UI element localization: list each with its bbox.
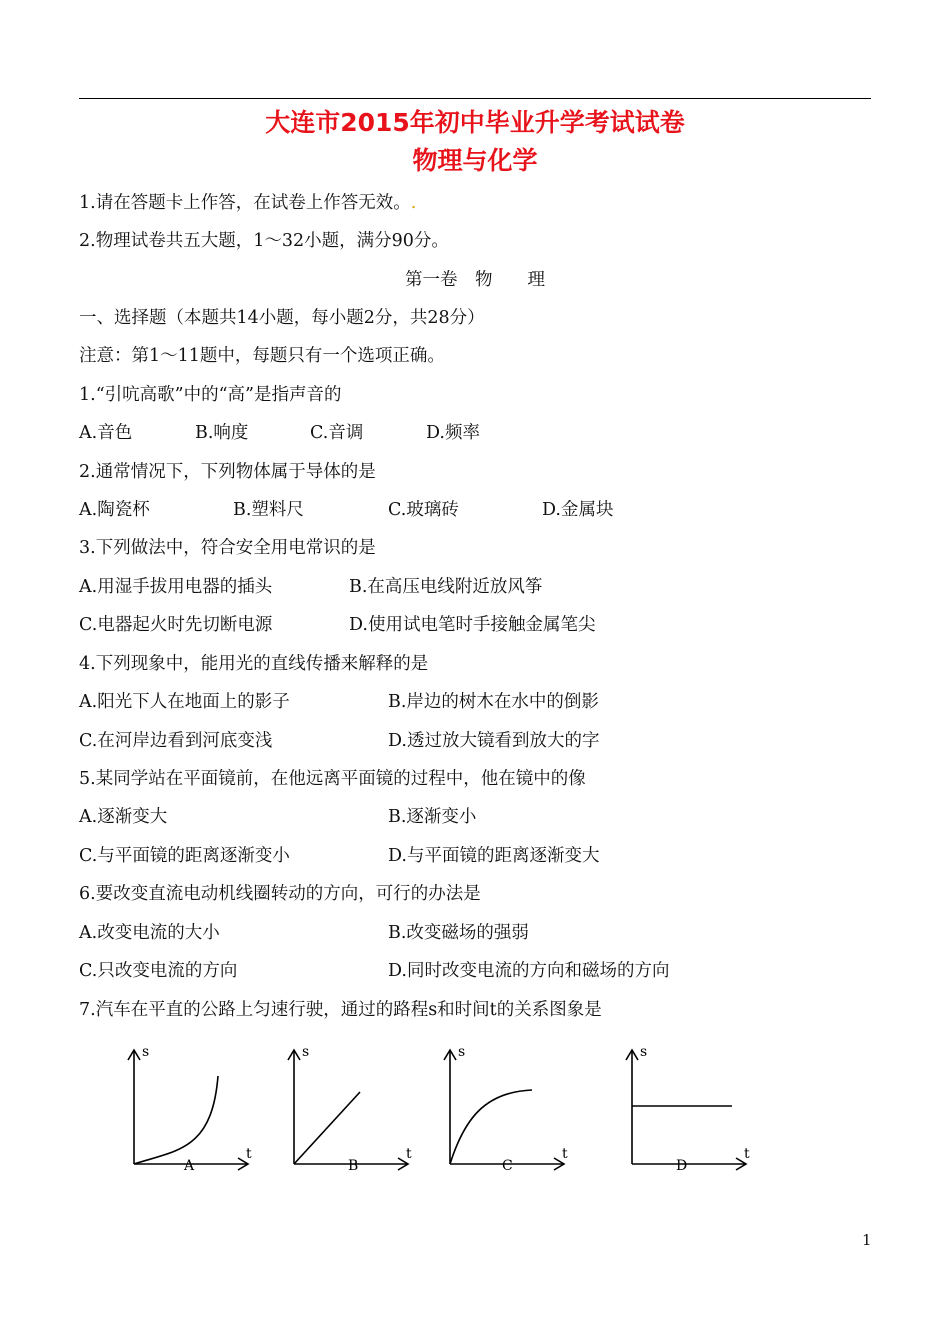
graph-d-x-label: t bbox=[744, 1146, 750, 1162]
q4-option-d: D.透过放大镜看到放大的字 bbox=[388, 731, 600, 751]
q1-option-b: B.响度 bbox=[195, 423, 249, 443]
graph-c-y-label: s bbox=[458, 1044, 466, 1060]
section-title: 一、选择题（本题共14小题，每小题2分，共28分） bbox=[79, 308, 485, 328]
graph-b bbox=[278, 1040, 418, 1180]
instruction-dot: . bbox=[410, 193, 417, 213]
question-5-stem: 5.某同学站在平面镜前，在他远离平面镜的过程中，他在镜中的像 bbox=[79, 769, 586, 789]
graph-a bbox=[118, 1040, 258, 1180]
q6-option-c: C.只改变电流的方向 bbox=[79, 961, 238, 981]
graph-b-y-label: s bbox=[302, 1044, 310, 1060]
graph-a-label: A bbox=[184, 1158, 195, 1174]
q3-option-d: D.使用试电笔时手接触金属笔尖 bbox=[349, 615, 596, 635]
q4-option-a: A.阳光下人在地面上的影子 bbox=[79, 692, 290, 712]
top-rule bbox=[79, 98, 871, 99]
question-7-stem: 7.汽车在平直的公路上匀速行驶，通过的路程s和时间t的关系图象是 bbox=[79, 1000, 602, 1020]
graph-a-y-label: s bbox=[142, 1044, 150, 1060]
graph-d-y-label: s bbox=[640, 1044, 648, 1060]
q5-option-b: B.逐渐变小 bbox=[388, 807, 477, 827]
graph-b-label: B bbox=[348, 1158, 359, 1174]
exam-subtitle: 物理与化学 bbox=[412, 146, 538, 175]
q6-option-d: D.同时改变电流的方向和磁场的方向 bbox=[388, 961, 670, 981]
q6-option-b: B.改变磁场的强弱 bbox=[388, 923, 529, 943]
question-4-stem: 4.下列现象中，能用光的直线传播来解释的是 bbox=[79, 654, 429, 674]
graph-c-label: C bbox=[502, 1158, 513, 1174]
question-6-stem: 6.要改变直流电动机线圈转动的方向，可行的办法是 bbox=[79, 884, 481, 904]
q3-option-a: A.用湿手拔用电器的插头 bbox=[79, 577, 273, 597]
section-note: 注意：第1～11题中，每题只有一个选项正确。 bbox=[79, 346, 445, 366]
q4-option-c: C.在河岸边看到河底变浅 bbox=[79, 731, 273, 751]
q5-option-c: C.与平面镜的距离逐渐变小 bbox=[79, 846, 290, 866]
q4-option-b: B.岸边的树木在水中的倒影 bbox=[388, 692, 599, 712]
graph-b-curve bbox=[294, 1092, 360, 1164]
q2-option-c: C.玻璃砖 bbox=[388, 500, 459, 520]
graph-c-curve bbox=[450, 1090, 532, 1164]
q1-option-a: A.音色 bbox=[79, 423, 133, 443]
instruction-2: 2.物理试卷共五大题，1～32小题，满分90分。 bbox=[79, 231, 449, 251]
question-2-stem: 2.通常情况下，下列物体属于导体的是 bbox=[79, 462, 376, 482]
q3-option-b: B.在高压电线附近放风筝 bbox=[349, 577, 543, 597]
instruction-1: 1.请在答题卡上作答，在试卷上作答无效。. bbox=[79, 193, 417, 213]
question-3-stem: 3.下列做法中，符合安全用电常识的是 bbox=[79, 538, 376, 558]
q1-option-c: C.音调 bbox=[310, 423, 364, 443]
graph-a-curve bbox=[134, 1076, 218, 1164]
q3-option-c: C.电器起火时先切断电源 bbox=[79, 615, 273, 635]
q5-option-d: D.与平面镜的距离逐渐变大 bbox=[388, 846, 600, 866]
q2-option-d: D.金属块 bbox=[542, 500, 614, 520]
q2-option-b: B.塑料尺 bbox=[233, 500, 304, 520]
page-number: 1 bbox=[862, 1231, 872, 1249]
q6-option-a: A.改变电流的大小 bbox=[79, 923, 220, 943]
graph-b-x-label: t bbox=[406, 1146, 412, 1162]
graph-a-x-label: t bbox=[246, 1146, 252, 1162]
q2-option-a: A.陶瓷杯 bbox=[79, 500, 150, 520]
graph-c-x-label: t bbox=[562, 1146, 568, 1162]
exam-title: 大连市2015年初中毕业升学考试试卷 bbox=[265, 108, 685, 137]
graph-c bbox=[434, 1040, 574, 1180]
question-1-stem: 1.“引吭高歌”中的“高”是指声音的 bbox=[79, 385, 342, 405]
q5-option-a: A.逐渐变大 bbox=[79, 807, 168, 827]
q1-option-d: D.频率 bbox=[426, 423, 480, 443]
graph-d-label: D bbox=[676, 1158, 688, 1174]
volume-title: 第一卷 物 理 bbox=[405, 270, 545, 290]
graph-d bbox=[616, 1040, 756, 1180]
